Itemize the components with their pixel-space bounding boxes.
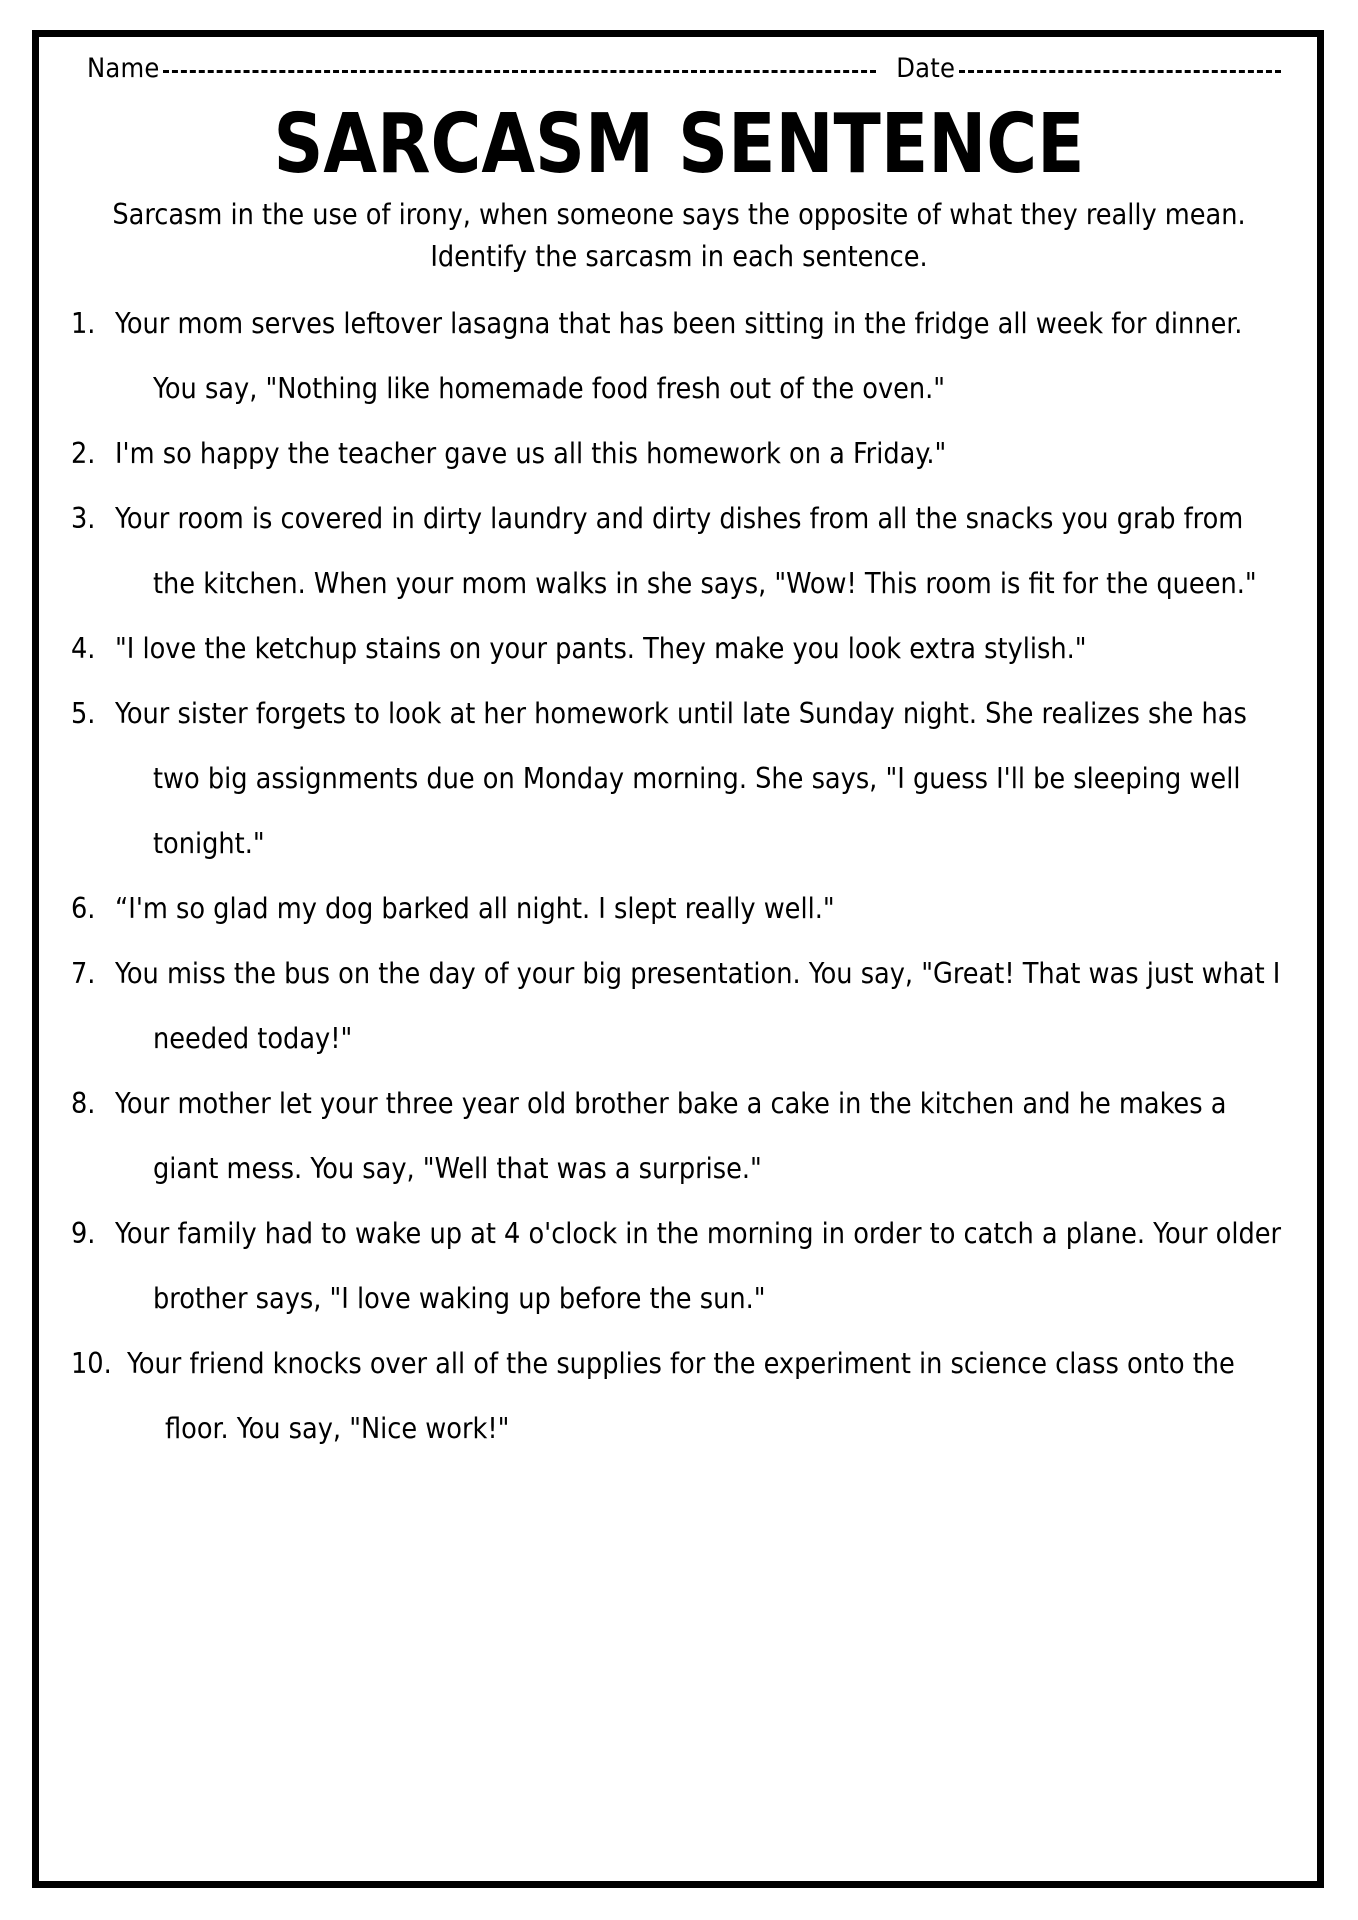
question-text: Your mother let your three year old brother bake a cake in the kitchen and he makes a giant mess. You say, "Well that was a surprise.": [115, 1086, 1227, 1185]
list-item: [71, 1202, 1287, 1332]
worksheet-border: [32, 30, 1324, 1888]
question-number: 5.: [71, 697, 96, 731]
list-item: [71, 292, 1287, 422]
question-number: 8.: [71, 1086, 96, 1120]
question-number: 7.: [71, 957, 96, 991]
question-text: Your room is covered in dirty laundry and dirty dishes from all the snacks you grab from the kitchen. When your mom walks in she says, "Wow! This room is fit for the queen.": [115, 502, 1257, 601]
question-text: I'm so happy the teacher gave us all this homework on a Friday.": [115, 437, 947, 471]
question-number: 6.: [71, 892, 96, 926]
question-text: Your friend knocks over all of the supplies for the experiment in science class onto the floor. You say, "Nice work!": [127, 1346, 1235, 1445]
name-input-line[interactable]: [163, 57, 876, 77]
question-text: Your family had to wake up at 4 o'clock in the morning in order to catch a plane. Your older brother says, "I love waking up before the sun.": [115, 1216, 1282, 1315]
question-list: [65, 292, 1293, 1461]
list-item: [71, 1332, 1287, 1462]
list-item: [71, 487, 1287, 617]
question-number: 9.: [71, 1216, 96, 1250]
question-number: 3.: [71, 502, 96, 536]
list-item: [71, 1072, 1287, 1202]
question-text: Your mom serves leftover lasagna that has been sitting in the fridge all week for dinner. You say, "Nothing like homemade food fresh out of the oven.": [115, 307, 1243, 406]
list-item: [71, 942, 1287, 1072]
name-label: Name: [87, 53, 160, 84]
list-item: [71, 682, 1287, 877]
question-number: 10.: [71, 1346, 112, 1380]
worksheet-content: [65, 55, 1293, 1462]
list-item: [71, 422, 1287, 487]
question-text: “I'm so glad my dog barked all night. I slept really well.": [115, 892, 835, 926]
list-item: [71, 877, 1287, 942]
question-number: 2.: [71, 437, 96, 471]
question-number: 4.: [71, 632, 96, 666]
date-input-line[interactable]: [959, 57, 1281, 77]
instructions-text: Sarcasm in the use of irony, when someone says the opposite of what they really mean. Identify the sarcasm in each sentence.: [112, 198, 1246, 274]
question-text: You miss the bus on the day of your big presentation. You say, "Great! That was just what I needed today!": [115, 957, 1281, 1055]
page-title: SARCASM SENTENCE: [273, 97, 1085, 192]
name-date-row: [65, 55, 1293, 82]
question-text: Your sister forgets to look at her homework until late Sunday night. She realizes she has two big assignments due on Monday morning. She says, "I guess I'll be sleeping well tonight.": [115, 697, 1247, 861]
date-label: Date: [896, 53, 956, 84]
question-number: 1.: [71, 307, 96, 341]
list-item: [71, 617, 1287, 682]
question-text: "I love the ketchup stains on your pants. They make you look extra stylish.": [115, 632, 1087, 666]
